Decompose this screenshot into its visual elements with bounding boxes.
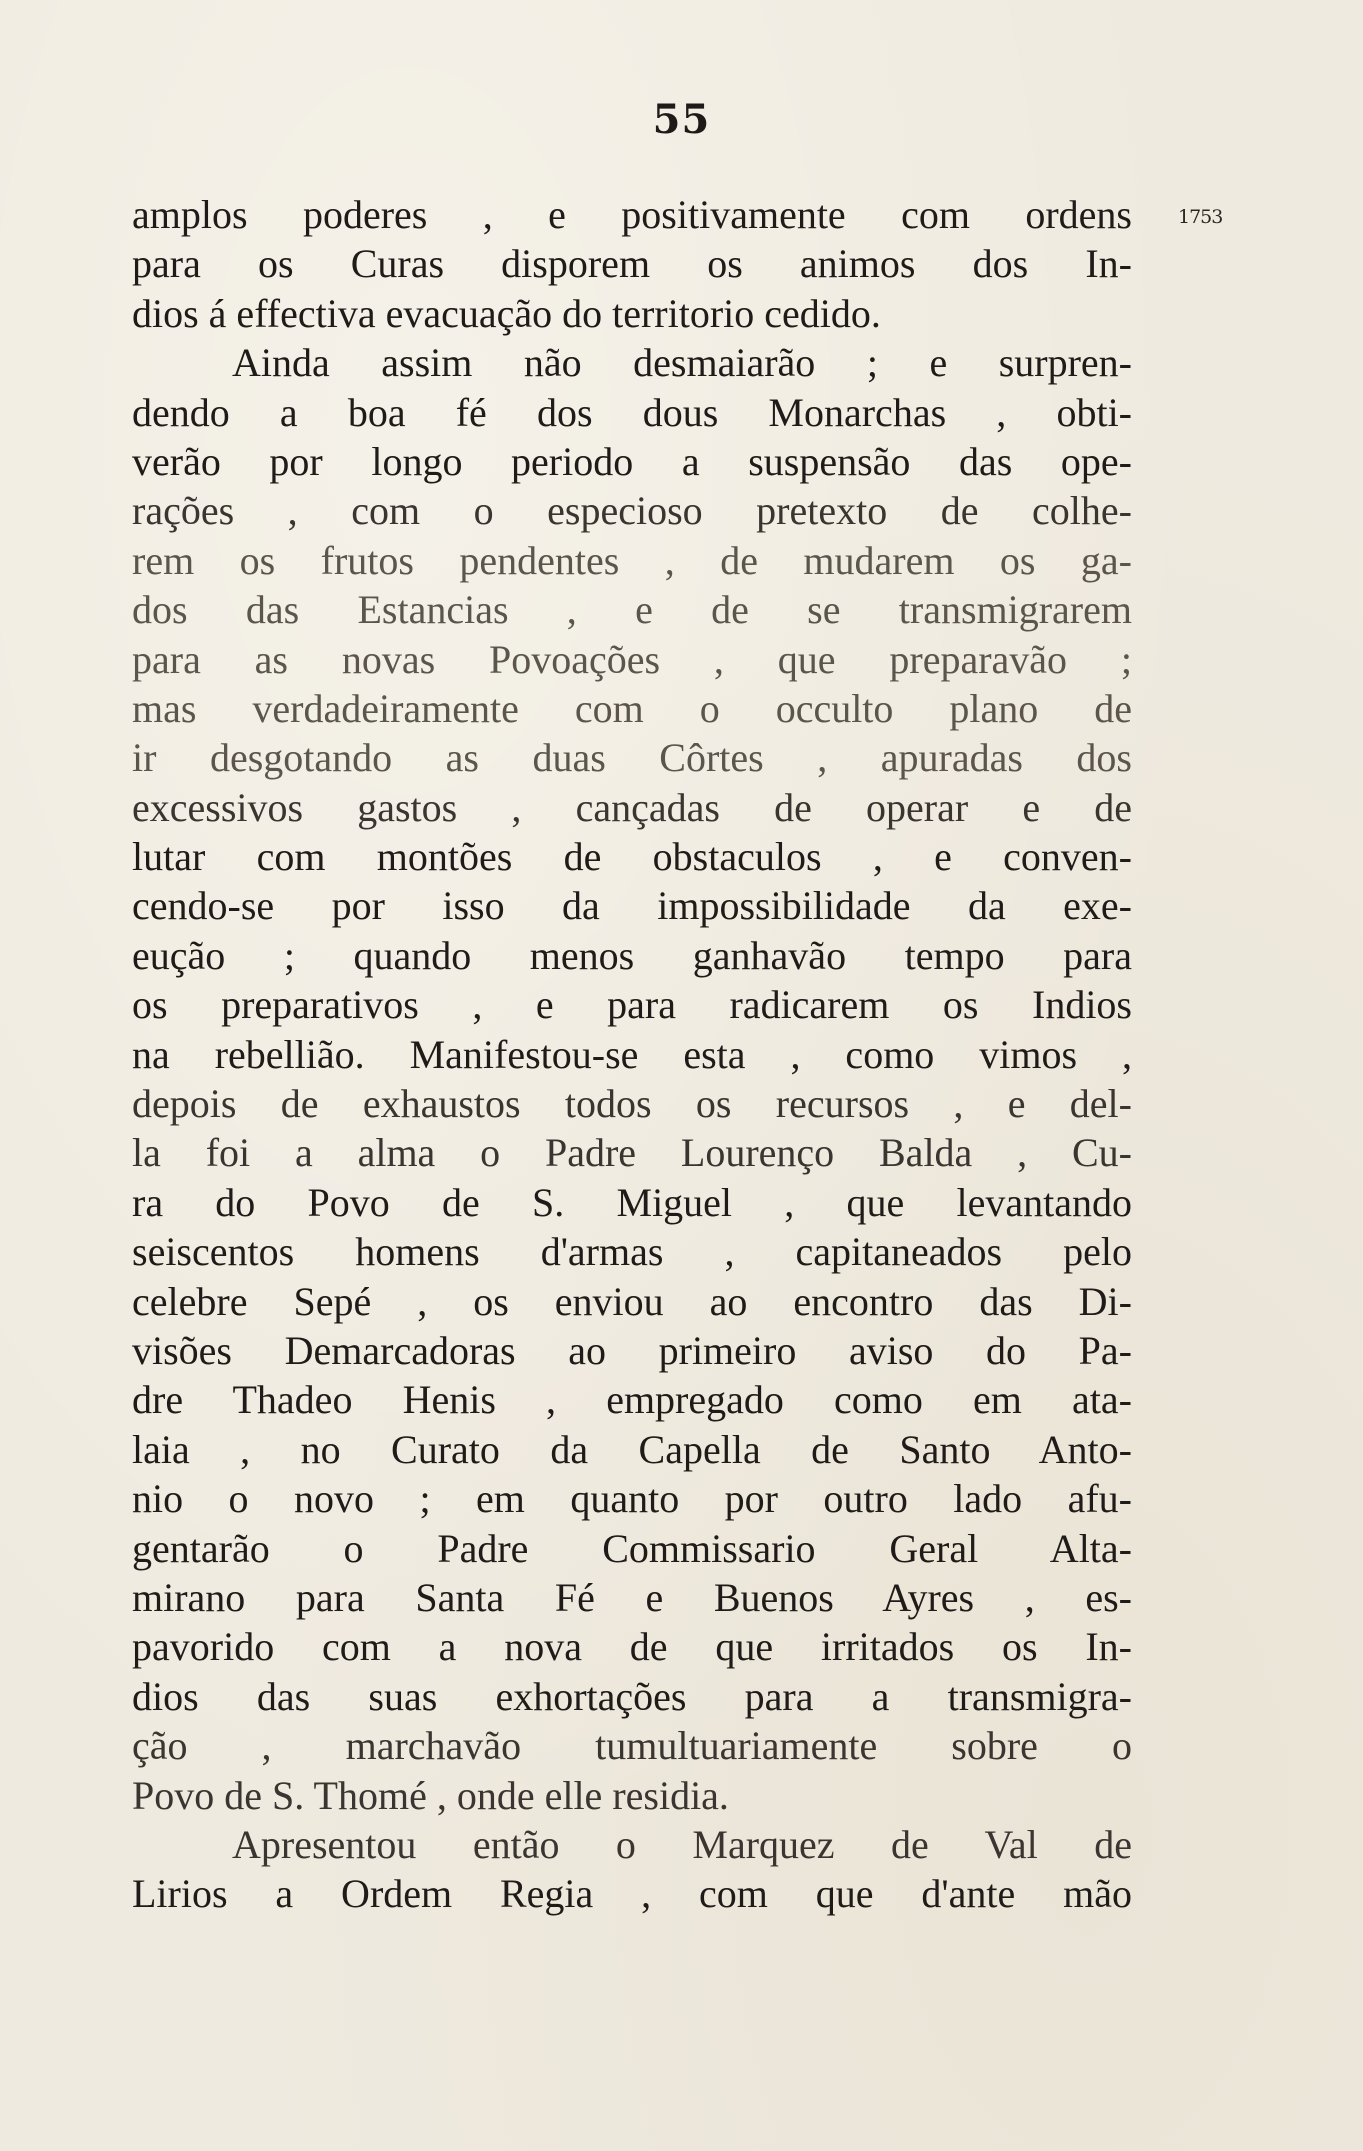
text-line: dos das Estancias , e de se transmigrarem <box>132 587 1132 633</box>
text-line: verão por longo periodo a suspensão das ope- <box>132 438 1132 484</box>
text-line: lutar com montões de obstaculos , e conven- <box>132 834 1132 880</box>
text-line: dendo a boa fé dos dous Monarchas , obti- <box>132 389 1132 435</box>
text-line: mirano para Santa Fé e Buenos Ayres , es- <box>132 1574 1132 1620</box>
text-line: celebre Sepé , os enviou ao encontro das Di- <box>132 1278 1132 1324</box>
page-number: 55 <box>652 96 711 143</box>
text-line: depois de exhaustos todos os recursos , e del- <box>132 1081 1132 1127</box>
text-line: pavorido com a nova de que irritados os In- <box>132 1624 1132 1670</box>
text-line: laia , no Curato da Capella de Santo Anto- <box>132 1426 1132 1472</box>
text-line: eução ; quando menos ganhavão tempo para <box>132 932 1132 978</box>
text-line: dios das suas exhortações para a transmigra- <box>132 1673 1132 1719</box>
text-line: Lirios a Ordem Regia , com que d'ante mão <box>132 1871 1132 1917</box>
text-line: ir desgotando as duas Côrtes , apuradas dos <box>132 735 1132 781</box>
text-line: ção , marchavão tumultuariamente sobre o <box>132 1723 1132 1769</box>
text-line: mas verdadeiramente com o occulto plano de <box>132 685 1132 731</box>
body-text <box>132 190 1132 1919</box>
text-line: Povo de S. Thomé , onde elle residia. <box>132 1772 729 1818</box>
text-line: seiscentos homens d'armas , capitaneados pelo <box>132 1229 1132 1275</box>
text-line: ra do Povo de S. Miguel , que levantando <box>132 1179 1132 1225</box>
text-line: dre Thadeo Henis , empregado como em ata- <box>132 1377 1132 1423</box>
paragraph-start-line: Ainda assim não desmaiarão ; e surpren- <box>232 340 1132 386</box>
text-line: na rebellião. Manifestou-se esta , como vimos , <box>132 1031 1132 1077</box>
text-line: rações , com o especioso pretexto de colhe- <box>132 488 1132 534</box>
margin-year-note: 1753 <box>1178 206 1223 228</box>
text-line: excessivos gastos , cançadas de operar e de <box>132 784 1132 830</box>
text-line: cendo-se por isso da impossibilidade da exe- <box>132 883 1132 929</box>
text-line: os preparativos , e para radicarem os Indios <box>132 982 1132 1028</box>
text-line: para os Curas disporem os animos dos In- <box>132 241 1132 287</box>
text-line: la foi a alma o Padre Lourenço Balda , Cu- <box>132 1130 1132 1176</box>
text-line: visões Demarcadoras ao primeiro aviso do Pa- <box>132 1327 1132 1373</box>
text-line: nio o novo ; em quanto por outro lado afu- <box>132 1476 1132 1522</box>
text-line: dios á effectiva evacuação do territorio cedido. <box>132 290 881 336</box>
text-line: para as novas Povoações , que preparavão ; <box>132 636 1132 682</box>
paragraph-start-line: Apresentou então o Marquez de Val de <box>232 1821 1132 1867</box>
text-line: gentarão o Padre Commissario Geral Alta- <box>132 1525 1132 1571</box>
text-line: amplos poderes , e positivamente com ordens <box>132 192 1132 237</box>
text-line: rem os frutos pendentes , de mudarem os ga- <box>132 537 1132 583</box>
